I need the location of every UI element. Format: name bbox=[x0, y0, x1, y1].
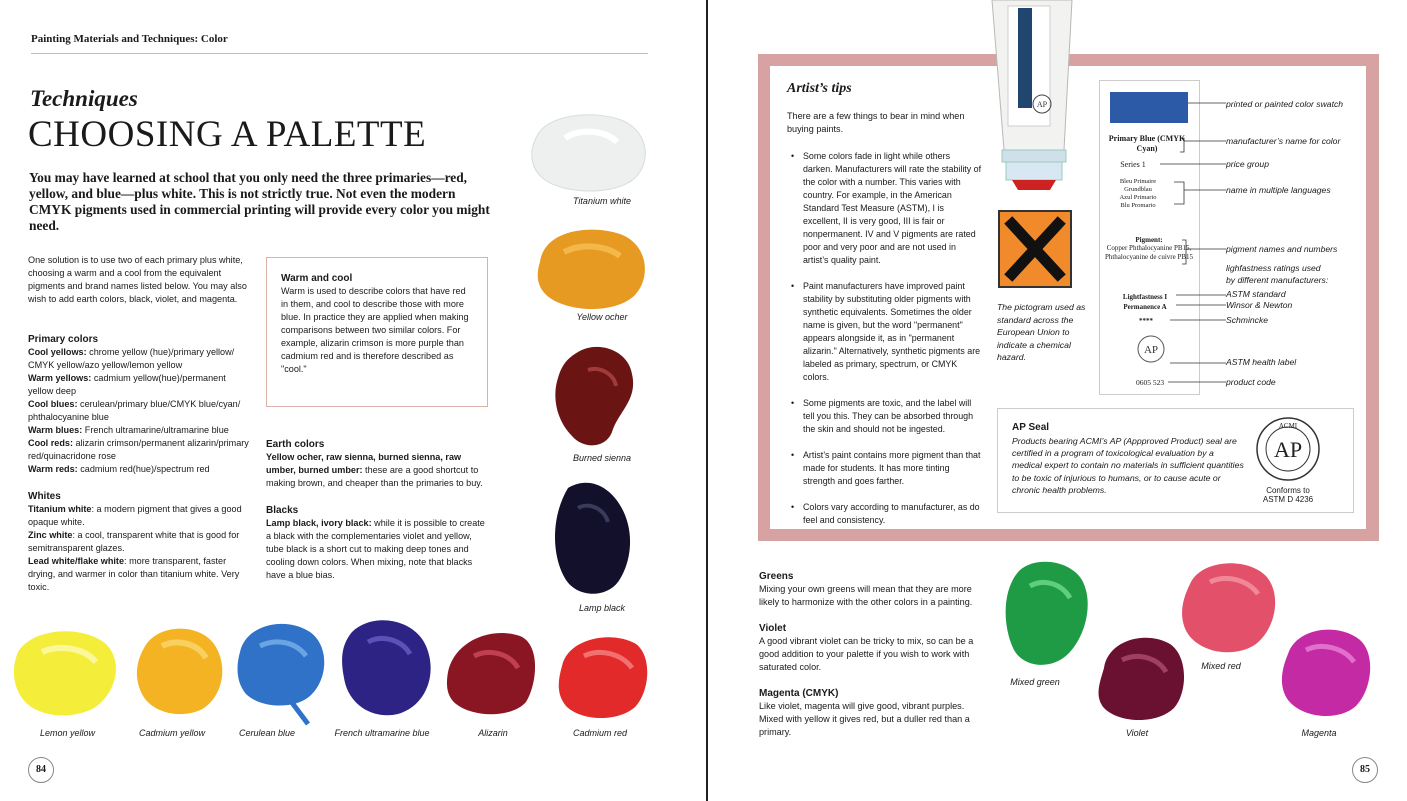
magenta-section bbox=[759, 687, 974, 739]
annotation-name: manufacturer’s name for color bbox=[1226, 136, 1341, 146]
greens-text: Mixing your own greens will mean that they are more likely to harmonize with the other colors in a painting. bbox=[759, 584, 973, 607]
whites-section bbox=[28, 490, 253, 594]
annotation-lightfastness-2: by different manufacturers: bbox=[1226, 275, 1329, 285]
running-head: Painting Materials and Techniques: Color bbox=[31, 33, 228, 45]
swatch-label: Lamp black bbox=[578, 603, 626, 613]
magenta-text: Like violet, magenta will give good, vibrant purples. Mixed with yellow it gives red, but a duller red than a primary. bbox=[759, 701, 970, 737]
annotation-lightfastness-1: lighfastness ratings used bbox=[1226, 263, 1321, 273]
lemon-yellow-swatch bbox=[12, 622, 122, 722]
swatch-label: Alizarin bbox=[478, 728, 508, 738]
warm-cool-heading: Warm and cool bbox=[281, 273, 353, 284]
swatch-label: Cadmium red bbox=[572, 728, 628, 738]
annotation-winsor: Winsor & Newton bbox=[1226, 300, 1293, 310]
page-title: CHOOSING A PALETTE bbox=[28, 114, 427, 155]
annotation-swatch: printed or painted color swatch bbox=[1226, 99, 1344, 109]
swatch-label: Yellow ocher bbox=[576, 312, 628, 322]
swatch-label: Lemon yellow bbox=[39, 728, 96, 738]
earth-colors-text: Yellow ocher, raw sienna, burned sienna, raw umber, burned umber: these are a good shortcut to making brown, and cheaper than the primaries to buy. bbox=[266, 452, 483, 488]
section-kicker: Techniques bbox=[30, 86, 138, 111]
blacks-section bbox=[266, 504, 488, 582]
list-item: Lead white/flake white: more transparent, faster drying, and warmer in color than titanium white. Very toxic. bbox=[28, 556, 240, 592]
swatch-label: Cadmium yellow bbox=[138, 728, 206, 738]
cadmium-red-swatch bbox=[552, 626, 652, 722]
annotation-price: price group bbox=[1226, 159, 1269, 169]
tips-list bbox=[787, 150, 982, 540]
swatch-label: Titanium white bbox=[573, 196, 631, 206]
list-item: Titanium white: a modern pigment that gives a good opaque white. bbox=[28, 504, 242, 527]
list-item: Warm yellows: cadmium yellow(hue)/permanent yellow deep bbox=[28, 373, 226, 396]
annotation-schmincke: Schmincke bbox=[1226, 315, 1269, 325]
mixed-red-swatch bbox=[1176, 554, 1280, 658]
list-item: Warm reds: cadmium red(hue)/spectrum red bbox=[28, 464, 210, 474]
violet-section bbox=[759, 622, 974, 674]
paint-tube-image bbox=[990, 0, 1080, 192]
swatch-label: Magenta bbox=[1301, 728, 1337, 738]
pictogram-caption: The pictogram used as standard across the European Union to indicate a chemical hazard. bbox=[997, 302, 1086, 362]
header-rule bbox=[31, 53, 648, 54]
annotation-code: product code bbox=[1226, 377, 1276, 387]
label-product-code: 0605 523 bbox=[1135, 378, 1165, 387]
label-stars: **** bbox=[1139, 317, 1153, 325]
list-item: Cool blues: cerulean/primary blue/CMYK blue/cyan/ phthalocyanine blue bbox=[28, 399, 241, 422]
tips-intro: There are a few things to bear in mind when buying paints. bbox=[787, 111, 965, 134]
label-lightfastness: Lightfastness I bbox=[1122, 293, 1168, 301]
primary-colors-section bbox=[28, 333, 253, 476]
list-item: Cool yellows: chrome yellow (hue)/primary yellow/ CMYK yellow/azo yellow/lemon yellow bbox=[28, 347, 235, 370]
list-item: Warm blues: French ultramarine/ultramarine blue bbox=[28, 425, 229, 435]
swatch-label: Burned sienna bbox=[572, 453, 632, 463]
list-item: • Some pigments are toxic, and the label will tell you this. They can be absorbed through the skin and should not be ingested. bbox=[787, 397, 982, 436]
warm-cool-text: Warm is used to describe colors that have red in them, and cool to describe those with more blue. In practice they are applied when making comparisons between two similar colors. For example, alizarin crimson is more purple than cadmium red and is therefore described as "cool." bbox=[281, 286, 469, 374]
label-pigment-heading: Pigment: bbox=[1135, 236, 1163, 244]
list-item: • Some colors fade in light while others darken. Manufacturers will rate the stability of the color with a number. This varies with country. For example, in the American Standard Test Measure (ASTM), I is excellent, II is very good, III is fair or nonpermanent. IV and V pigments are rated poor and very poor and are not used in artist’s quality paint. bbox=[787, 150, 982, 267]
ap-conforms: Conforms to ASTM D 4236 bbox=[1262, 486, 1314, 504]
earth-colors-heading: Earth colors bbox=[266, 439, 325, 450]
svg-text:AP: AP bbox=[1273, 437, 1303, 462]
annotation-pigment: pigment names and numbers bbox=[1226, 244, 1338, 254]
annotation-astm: ASTM standard bbox=[1226, 289, 1286, 299]
earth-colors-section bbox=[266, 438, 488, 490]
book-spine bbox=[706, 0, 708, 801]
annotation-health: ASTM health label bbox=[1226, 357, 1297, 367]
violet-text: A good vibrant violet can be tricky to mix, so can be a good addition to your palette if you wish to work with saturated color. bbox=[759, 636, 974, 672]
annotation-languages: name in multiple languages bbox=[1226, 185, 1331, 195]
label-pigment: Copper Phthalocyanine PB15, Phthalocyanine de cuivre PB15 bbox=[1104, 244, 1194, 261]
violet-heading: Violet bbox=[759, 623, 787, 634]
yellow-ocher-swatch bbox=[530, 222, 652, 314]
page-number-left: 84 bbox=[28, 757, 54, 783]
label-color-name: Primary Blue (CMYK Cyan) bbox=[1108, 134, 1186, 153]
magenta-heading: Magenta (CMYK) bbox=[759, 688, 839, 699]
svg-text:AP: AP bbox=[1143, 344, 1159, 356]
greens-heading: Greens bbox=[759, 571, 794, 582]
swatch-label: Mixed green bbox=[1010, 677, 1060, 687]
primary-colors-heading: Primary colors bbox=[28, 334, 99, 345]
page-number-right: 85 bbox=[1352, 757, 1378, 783]
list-item: • Artist’s paint contains more pigment than that made for students. It has more tinting strength and goes farther. bbox=[787, 449, 982, 488]
swatch-label: French ultramarine blue bbox=[334, 728, 430, 738]
cadmium-yellow-swatch bbox=[128, 618, 228, 718]
ap-seal-text: Products bearing ACMI’s AP (Appproved Product) seal are certified in a program of toxicological evaluation by a medical expert to contain no materials in sufficient quantities to be toxic of injurious to humans, or to cause acute or chronic health problems. bbox=[1012, 436, 1244, 495]
tube-ap-text: AP bbox=[1036, 100, 1048, 109]
swatch-label: Violet bbox=[1125, 728, 1149, 738]
whites-heading: Whites bbox=[28, 491, 61, 502]
list-item: • Colors vary according to manufacturer, as do feel and consistency. bbox=[787, 501, 982, 527]
titanium-white-swatch bbox=[525, 108, 655, 198]
burned-sienna-swatch bbox=[548, 340, 640, 452]
list-item: • Paint manufacturers have improved paint stability by substituting older pigments with synthetic equivalents. Sometimes the older name is given, but the word "permanent" appears alongside it, as in "permanent alizarin." Alternatively, synthetic pigments are labeled as primary, spectrum, or CMYK colors. bbox=[787, 280, 982, 384]
label-permanence: Permanence A bbox=[1123, 303, 1167, 311]
cerulean-blue-swatch bbox=[230, 616, 330, 726]
list-item: Zinc white: a cool, transparent white that is good for semitransparent glazes. bbox=[28, 530, 240, 553]
hazard-pictogram-icon bbox=[998, 210, 1072, 288]
ap-seal-logo-icon bbox=[1254, 416, 1326, 482]
svg-text:ACMI: ACMI bbox=[1278, 422, 1298, 430]
violet-swatch bbox=[1090, 628, 1190, 726]
swatch-label: Mixed red bbox=[1201, 661, 1241, 671]
mixed-green-swatch bbox=[996, 556, 1096, 676]
blacks-text: Lamp black, ivory black: while it is possible to create a black with the complementaries violet and yellow, tube black is a short cut to making deep tones and cooling down colors. When mixing, note that blacks have a blue bias. bbox=[266, 518, 485, 580]
annotation-leader-lines bbox=[1150, 90, 1230, 390]
tips-title: Artist’s tips bbox=[787, 81, 852, 96]
magenta-swatch bbox=[1276, 620, 1374, 724]
swatch-label: Cerulean blue bbox=[238, 728, 296, 738]
ap-seal-heading: AP Seal bbox=[1012, 422, 1050, 433]
warm-cool-box bbox=[266, 257, 488, 407]
list-item: Cool reds: alizarin crimson/permanent alizarin/primary red/quinacridone rose bbox=[28, 438, 249, 461]
blacks-heading: Blacks bbox=[266, 505, 299, 516]
label-series: Series 1 bbox=[1120, 160, 1146, 169]
solution-paragraph: One solution is to use two of each primary plus white, choosing a warm and a cool from the equivalent pigments and brand names listed below. You may also wish to add earth colors, black, violet, and magenta. bbox=[28, 255, 247, 304]
greens-section bbox=[759, 570, 974, 609]
ultramarine-blue-swatch bbox=[338, 612, 438, 722]
lamp-black-swatch bbox=[548, 478, 638, 600]
intro-paragraph: You may have learned at school that you only need the three primaries—red, yellow, and blue—plus white. This is not strictly true. Not even the modern CMYK pigments used in commercial printing will provide every color you might need. bbox=[29, 170, 490, 233]
label-languages: Bleu Primaire Grundblau Azul Primario Blu Promario bbox=[1119, 178, 1157, 209]
alizarin-swatch bbox=[440, 622, 540, 718]
